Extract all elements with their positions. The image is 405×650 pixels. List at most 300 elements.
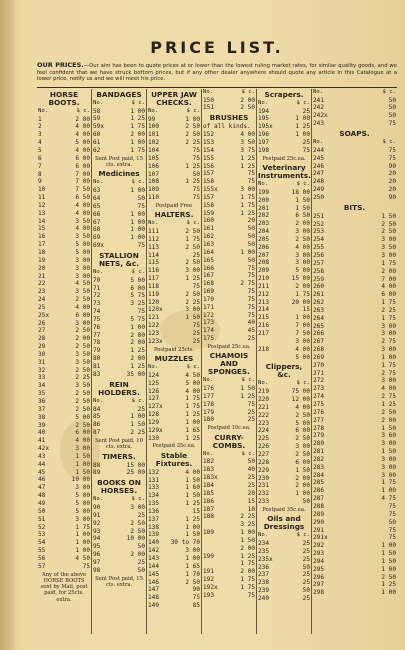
item-price: 1 25 xyxy=(240,392,255,400)
item-price: 5 00 xyxy=(75,413,90,421)
item-price: 5 00 xyxy=(295,419,310,427)
price-row xyxy=(203,506,255,514)
item-price: 2 00 xyxy=(295,474,310,482)
item-price: 75 xyxy=(192,594,200,602)
price-row xyxy=(258,482,310,490)
item-price: 90 xyxy=(192,586,200,594)
price-row xyxy=(38,406,90,414)
item-price: 2 25 xyxy=(185,139,200,147)
item-number: 139 xyxy=(148,531,160,539)
item-price: 3 00 xyxy=(295,443,310,451)
section-title: HORSE BOOTS. xyxy=(48,89,80,107)
header-cell: $ c. xyxy=(382,88,396,95)
item-number: 215 xyxy=(258,314,270,322)
price-row xyxy=(38,155,90,163)
price-row xyxy=(148,171,200,179)
item-number: 182 xyxy=(203,458,215,466)
item-price xyxy=(251,123,255,131)
item-number: 218 xyxy=(258,345,270,353)
price-row xyxy=(148,403,200,411)
item-number: 255 xyxy=(313,244,325,252)
item-price: 4 00 xyxy=(185,387,200,395)
price-row xyxy=(93,308,145,316)
header-cell: No. xyxy=(203,88,214,95)
price-row xyxy=(148,299,200,307)
header-cell: No. xyxy=(313,139,324,145)
price-row xyxy=(313,425,396,433)
item-price: 1 00 xyxy=(185,555,200,563)
section-note: Any of the above HORSE BOOTS sent by Mail, post paid, for 25cts. extra. xyxy=(40,571,88,603)
price-row xyxy=(148,555,200,563)
price-row xyxy=(313,558,396,566)
price-row xyxy=(148,116,200,124)
price-row xyxy=(93,277,145,285)
price-row xyxy=(258,354,310,362)
item-number: 93 xyxy=(93,527,101,535)
item-number: 243 xyxy=(313,120,325,128)
item-price: 35 00 xyxy=(126,370,145,378)
item-number: 97 xyxy=(93,558,101,566)
item-number: 140 xyxy=(148,539,160,547)
price-row xyxy=(258,189,310,197)
price-row xyxy=(313,487,396,495)
item-price: 1 75 xyxy=(381,314,396,322)
price-row xyxy=(258,236,310,244)
price-row xyxy=(93,469,145,477)
price-row xyxy=(258,205,310,213)
item-price: 20 xyxy=(247,489,255,497)
item-price: 25 xyxy=(302,571,310,579)
item-number: 108 xyxy=(148,178,160,186)
item-number: 205 xyxy=(258,235,270,243)
item-price: 1 25 xyxy=(240,552,255,560)
item-number: 129x xyxy=(148,426,163,434)
item-price: 25 xyxy=(302,547,310,555)
price-row xyxy=(203,401,255,409)
item-number: 162 xyxy=(203,233,215,241)
item-number: 5 xyxy=(38,147,42,154)
item-price: 1 50 xyxy=(130,421,145,429)
item-number: 213 xyxy=(258,298,270,306)
item-price: 25 xyxy=(302,540,310,548)
price-row xyxy=(258,571,310,579)
price-row xyxy=(258,259,310,267)
price-row xyxy=(38,273,90,281)
price-row xyxy=(203,466,255,474)
price-row xyxy=(313,315,396,323)
item-number: 84 xyxy=(93,405,101,413)
item-price: 90 xyxy=(388,193,396,201)
price-row xyxy=(203,194,255,202)
price-row xyxy=(258,147,310,155)
price-row xyxy=(203,97,255,105)
price-row xyxy=(93,421,145,429)
price-row xyxy=(258,252,310,260)
item-number: 195x xyxy=(258,123,273,131)
item-price: 1 65 xyxy=(185,562,200,570)
item-number: 261 xyxy=(313,291,325,299)
item-number: 129 xyxy=(148,418,160,426)
price-row xyxy=(148,563,200,571)
item-price: 1 25 xyxy=(185,434,200,442)
item-number: 192x xyxy=(203,583,218,591)
section-title: Clippers, &c. xyxy=(265,362,303,380)
item-number: 227 xyxy=(258,450,270,458)
item-number: 251 xyxy=(313,212,325,220)
price-row xyxy=(38,312,90,320)
item-price: 3 00 xyxy=(75,264,90,272)
price-row xyxy=(38,116,90,124)
item-number: 231 xyxy=(258,482,270,490)
item-price: 2 50 xyxy=(381,228,396,236)
item-price: 1 00 xyxy=(130,187,145,195)
item-price: 25 xyxy=(192,251,200,259)
price-row xyxy=(203,139,255,147)
item-number: 1 xyxy=(38,115,42,123)
item-number: 125 xyxy=(148,379,160,387)
price-row xyxy=(313,581,396,589)
price-columns xyxy=(37,89,397,634)
price-row xyxy=(38,563,90,571)
section-title: HALTERS. xyxy=(154,210,194,220)
item-number: 293 xyxy=(313,550,325,558)
item-number: 163 xyxy=(203,240,215,248)
item-price: 3 00 xyxy=(295,337,310,345)
item-number: 272 xyxy=(313,377,325,385)
price-column xyxy=(92,89,147,634)
item-number: 67 xyxy=(93,218,101,226)
item-price: 2 50 xyxy=(185,578,200,586)
item-price: 3 50 xyxy=(240,139,255,146)
item-number: 265 xyxy=(313,322,325,330)
item-price: 75 xyxy=(247,170,255,178)
price-row xyxy=(313,323,396,331)
price-row xyxy=(38,163,90,171)
item-number: 119 xyxy=(148,290,160,298)
item-price: 25 xyxy=(247,408,255,416)
item-number: 121 xyxy=(148,314,160,322)
price-row xyxy=(148,435,200,443)
item-price: 50 xyxy=(388,518,396,526)
price-row xyxy=(38,359,90,367)
item-price: 5 00 xyxy=(295,267,310,275)
price-row xyxy=(258,388,310,396)
item-price: 75 xyxy=(388,154,396,162)
header-cell: $ c. xyxy=(382,139,396,145)
item-price: 25 xyxy=(302,139,310,146)
header-cell: No. xyxy=(258,532,269,539)
item-number: 208 xyxy=(258,259,270,267)
price-row xyxy=(148,259,200,267)
price-row xyxy=(38,288,90,296)
price-section xyxy=(93,381,145,451)
price-row xyxy=(313,221,396,229)
item-number: 190 xyxy=(203,552,215,560)
page-title: PRICE LIST. xyxy=(150,38,284,57)
header-cell: $ c. xyxy=(131,397,145,404)
item-price: 1 50 xyxy=(381,212,396,220)
item-number: 62 xyxy=(93,146,101,154)
item-price: 2 50 xyxy=(75,296,90,304)
price-section xyxy=(93,170,145,250)
price-row xyxy=(313,170,396,178)
item-number: 128 xyxy=(148,411,160,419)
item-price: 40 xyxy=(247,466,255,474)
item-price: 1 00 xyxy=(130,139,145,146)
price-row xyxy=(38,539,90,547)
item-price: 1 00 xyxy=(130,218,145,226)
item-price: 1 00 xyxy=(130,234,145,242)
price-row xyxy=(258,131,310,139)
item-number: 89 xyxy=(93,469,101,477)
item-price: 4 00 xyxy=(75,147,90,154)
item-number: 4 xyxy=(38,139,42,147)
price-row xyxy=(313,163,396,171)
item-number: 242 xyxy=(313,104,325,112)
item-price: 15 xyxy=(302,306,310,314)
price-row xyxy=(203,217,255,225)
item-number: of all kinds. xyxy=(203,123,251,131)
item-number: 204 xyxy=(258,228,270,236)
item-number: 175 xyxy=(203,335,215,343)
price-row xyxy=(203,576,255,584)
item-price: 7 00 xyxy=(295,322,310,330)
item-price: 18 00 xyxy=(291,188,310,196)
item-price: 1 25 xyxy=(185,178,200,186)
item-number: 49 xyxy=(38,499,46,507)
item-number: 63 xyxy=(93,187,101,195)
item-number: 105 xyxy=(148,154,160,162)
price-row xyxy=(93,535,145,543)
item-price: 3 00 xyxy=(295,259,310,267)
price-row xyxy=(203,131,255,139)
item-price: 1 25 xyxy=(185,500,200,508)
price-row xyxy=(203,257,255,265)
item-price: 6 00 xyxy=(75,429,90,437)
price-row xyxy=(203,385,255,393)
item-price: 1 00 xyxy=(240,529,255,537)
item-number: 164 xyxy=(203,248,215,256)
price-row xyxy=(38,147,90,155)
item-number: 136 xyxy=(148,507,160,515)
price-row xyxy=(203,210,255,218)
item-price: 1 00 xyxy=(75,531,90,539)
item-price: 50 xyxy=(137,566,145,574)
price-row xyxy=(148,163,200,171)
price-row xyxy=(313,178,396,186)
item-price: 1 00 xyxy=(130,210,145,218)
price-row xyxy=(313,472,396,480)
item-price: 25 xyxy=(302,594,310,602)
column-header xyxy=(148,108,200,116)
item-price: 1 25 xyxy=(185,411,200,419)
item-number: 44 xyxy=(38,460,46,468)
item-price: 2 50 xyxy=(75,405,90,413)
header-cell: No. xyxy=(258,380,269,387)
item-number: 76 xyxy=(93,323,101,331)
price-section xyxy=(148,452,200,610)
item-number: 197 xyxy=(258,139,270,146)
column-header xyxy=(38,108,90,116)
price-row xyxy=(203,416,255,424)
item-price: 75 xyxy=(247,264,255,272)
item-number: 7 xyxy=(38,162,42,170)
item-number: 157 xyxy=(203,193,215,201)
price-row xyxy=(258,139,310,147)
item-number: 34 xyxy=(38,382,46,390)
item-number: 262 xyxy=(313,299,325,307)
price-row xyxy=(203,104,255,112)
price-row xyxy=(148,477,200,485)
item-price: 2 75 xyxy=(381,369,396,377)
item-number: 184 xyxy=(203,481,215,489)
item-price: 25 xyxy=(302,579,310,587)
price-row xyxy=(203,147,255,155)
item-price: 2 50 xyxy=(295,235,310,243)
column-header xyxy=(93,100,145,108)
price-row xyxy=(148,539,200,547)
item-price: 1 00 xyxy=(185,523,200,531)
price-row xyxy=(93,528,145,536)
price-row xyxy=(313,236,396,244)
item-price: 2 00 xyxy=(295,482,310,490)
item-price: 2 50 xyxy=(75,343,90,351)
item-number: 161 xyxy=(203,225,215,233)
price-row xyxy=(313,417,396,425)
item-number: 273 xyxy=(313,385,325,393)
item-price: 75 xyxy=(192,154,200,162)
item-price: 75 xyxy=(302,146,310,154)
item-number: 106 xyxy=(148,162,160,170)
item-number: 95 xyxy=(93,543,101,551)
header-cell: $ c. xyxy=(241,377,255,384)
item-number: 8 xyxy=(38,170,42,178)
header-cell: $ c. xyxy=(131,179,145,186)
price-section xyxy=(203,89,255,113)
item-number: 58 xyxy=(93,107,101,115)
item-price: 2 50 xyxy=(185,243,200,251)
item-number: 37 xyxy=(38,405,46,413)
header-cell: No. xyxy=(203,377,214,384)
price-row xyxy=(93,567,145,575)
item-price: 50 xyxy=(388,96,396,104)
price-row xyxy=(38,343,90,351)
item-number: 30 xyxy=(38,350,46,358)
item-price: 2 00 xyxy=(130,355,145,363)
item-number: 238 xyxy=(258,579,270,587)
price-row xyxy=(313,479,396,487)
price-row xyxy=(93,339,145,347)
item-price: 3 00 xyxy=(295,228,310,236)
item-price: 75 xyxy=(192,147,200,154)
item-price: 1 00 xyxy=(75,460,90,468)
price-row xyxy=(38,335,90,343)
item-number: 180 xyxy=(203,416,215,424)
item-price: 3 60 xyxy=(381,432,396,440)
item-number: 177 xyxy=(203,392,215,400)
price-row xyxy=(148,155,200,163)
item-number: 25 xyxy=(38,303,46,311)
item-number: 212 xyxy=(258,290,270,298)
item-price: 1 75 xyxy=(130,146,145,154)
price-row xyxy=(148,275,200,283)
paper-stain xyxy=(60,420,100,480)
item-number: 144 xyxy=(148,562,160,570)
price-row xyxy=(93,332,145,340)
item-price: 25 xyxy=(247,335,255,343)
price-row xyxy=(258,435,310,443)
price-row xyxy=(313,228,396,236)
price-row xyxy=(93,226,145,234)
item-price: 1 50 xyxy=(295,466,310,474)
price-row xyxy=(313,495,396,503)
item-number: 80 xyxy=(93,355,101,363)
item-number: 15 xyxy=(38,225,46,233)
price-row xyxy=(258,291,310,299)
item-number: 185 xyxy=(203,489,215,497)
header-cell: No. xyxy=(93,179,104,186)
item-number: 150 xyxy=(203,96,215,104)
item-number: 178 xyxy=(203,400,215,408)
section-title: REIN HOLDERS. xyxy=(98,379,140,397)
price-row xyxy=(148,139,200,147)
item-price: 2 50 xyxy=(185,290,200,298)
price-row xyxy=(203,521,255,529)
price-row xyxy=(313,186,396,194)
item-number: 186 xyxy=(203,497,215,505)
item-price: 3 50 xyxy=(75,217,90,225)
item-price: 75 xyxy=(192,282,200,290)
item-number: 297 xyxy=(313,581,325,589)
section-title: Oils and Dressings xyxy=(263,514,305,532)
item-number: 206 xyxy=(258,243,270,251)
item-number: 198 xyxy=(258,146,270,154)
item-number: 224 xyxy=(258,427,270,435)
item-number: 157 xyxy=(203,170,215,178)
price-row xyxy=(93,429,145,437)
item-number: 78 xyxy=(93,339,101,347)
price-row xyxy=(258,490,310,498)
price-row xyxy=(93,242,145,250)
price-row xyxy=(148,388,200,396)
price-section xyxy=(313,130,396,202)
section-title: Scrapers. xyxy=(264,89,304,99)
item-price: 1 75 xyxy=(381,259,396,267)
price-row xyxy=(258,330,310,338)
price-row xyxy=(313,155,396,163)
item-number: 32 xyxy=(38,366,46,374)
item-price: 6 00 xyxy=(381,291,396,299)
price-section xyxy=(148,91,200,209)
item-number: 193 xyxy=(203,591,215,599)
item-price: 1 25 xyxy=(381,581,396,589)
item-price: 75 xyxy=(247,311,255,319)
price-row xyxy=(148,131,200,139)
price-row xyxy=(203,537,255,545)
item-price: 1 00 xyxy=(185,418,200,426)
price-row xyxy=(38,524,90,532)
price-row xyxy=(203,123,255,131)
item-number: 174 xyxy=(203,327,215,335)
item-number: 158 xyxy=(203,178,215,186)
item-number: 169 xyxy=(203,288,215,296)
item-number: 73 xyxy=(93,300,101,308)
item-number: 201 xyxy=(258,204,270,212)
item-number: 268 xyxy=(313,346,325,354)
item-price: 1 25 xyxy=(240,209,255,217)
item-number: 77 xyxy=(93,331,101,339)
item-price: 4 00 xyxy=(185,468,200,476)
